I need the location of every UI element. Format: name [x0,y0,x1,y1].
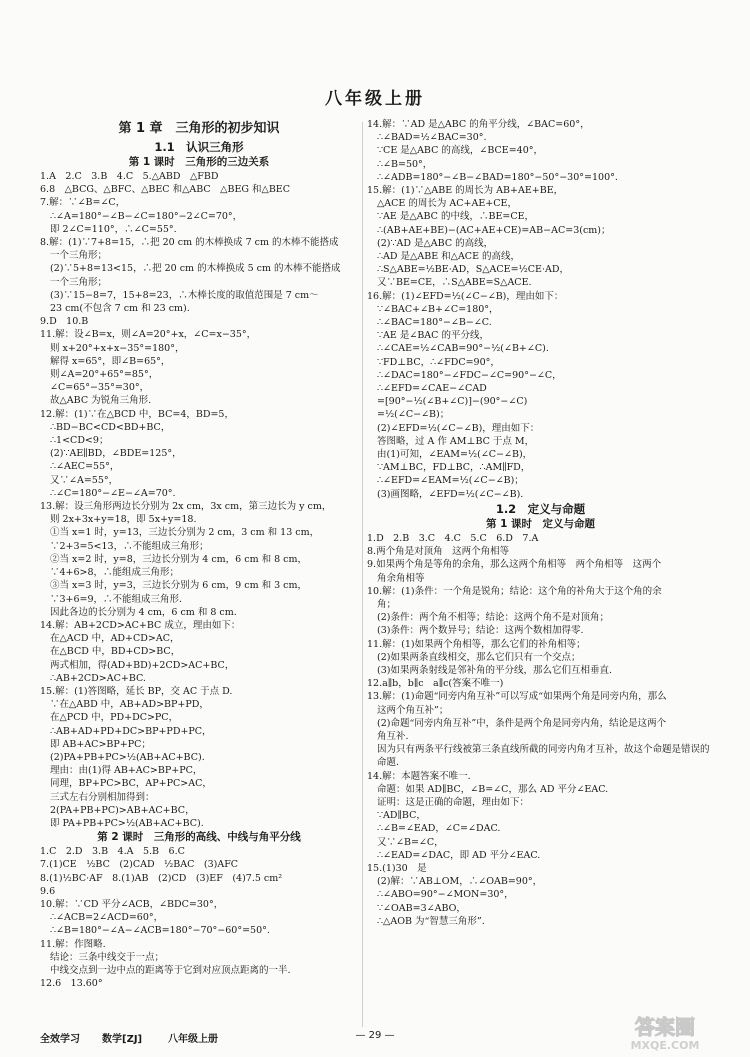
footer-subject: 数学[ZJ] [102,1034,143,1045]
answer-line-continued: ∴∠DAC=180°−∠FDC−∠C=90°−∠C， [377,369,562,381]
answer-line-continued: 两式相加，得(AD+BD)+2CD>AC+BC， [50,659,235,671]
answer-line-continued: (2)解：∵AB⊥OM，∴∠OAB=90°， [377,876,543,888]
answer-line: 7.解：∵∠B=∠C， [40,197,126,209]
answer-line: 14.解：本题答案不唯一. [367,770,471,782]
answer-line-continued: 三式左右分别相加得到： [50,791,155,803]
answer-line-continued: 证明：这是正确的命题，理由如下： [377,796,530,808]
answer-line-continued: 角； [377,598,397,610]
answer-line-continued: 同理，BP+PC>BC，AP+PC>AC， [50,778,212,790]
answer-line-continued: 一个三角形； [50,250,108,262]
answer-line: 1.A 2.C 3.B 4.C 5.△ABD △FBD [40,171,219,182]
answer-line: 7.(1)CE ½BC (2)CAD ½BAC (3)AFC [40,859,239,871]
answer-line-continued: 角余角相等 [377,572,425,584]
answer-line-continued: ∵2+3=5<13，∴不能组成三角形； [50,540,209,552]
lesson-heading: 第 1 课时 三角形的三边关系 [128,156,270,168]
column-divider [362,122,363,1027]
answer-line-continued: (2)∵AE∥BD，∠BDE=125°， [50,448,182,460]
answer-line-continued: ∴AD 是△ABE 和△ACE 的高线， [377,251,521,263]
answer-line-continued: ∴∠EFD=∠CAE−∠CAD [377,383,487,395]
answer-line-continued: (2)如果两条直线相交，那么它们只有一个交点； [377,651,581,663]
answer-line-continued: 因此各边的长分别为 4 cm，6 cm 和 8 cm. [50,606,237,618]
answer-line: 12.6 13.60° [40,978,103,990]
answer-line-continued: 解得 x=65°，即∠B=65°， [50,355,171,367]
answer-line-continued: (2)命题“同旁内角互补”中，条件是两个角是同旁内角，结论是这两个 [377,717,667,729]
answer-line-continued: 中线交点到一边中点的距离等于它到对应顶点距离的一半. [50,964,291,976]
answer-line-continued: ∴∠AEC=55°， [50,461,120,473]
answer-line-continued: ②当 x=2 时，y=8，三边长分别为 4 cm，6 cm 和 8 cm， [50,553,308,565]
left-column [40,118,358,990]
answer-line-continued: ∴∠ABO=90°−∠MON=30°， [377,889,514,901]
right-column [367,118,714,928]
lesson-heading: 第 1 课时 定义与命题 [485,517,596,530]
answer-line: 1.D 2.B 3.C 4.C 5.C 6.D 7.A [367,532,539,544]
answer-line-continued: (2)∠EFD=½(∠C−∠B)，理由如下： [377,422,540,434]
answer-line-continued: ∵AM⊥BC，FD⊥BC，∴AM∥FD， [377,462,531,474]
answer-line-continued: ∴∠CAE=½∠CAB=90°−½(∠B+∠C). [377,343,549,355]
answer-line-continued: ∴(AB+AE+BE)−(AC+AE+CE)=AB−AC=3(cm)； [377,224,611,236]
answer-line: 1.C 2.D 3.B 4.A 5.B 6.C [40,846,185,858]
answer-line: 14.解：AB+2CD>AC+BC 成立，理由如下： [40,619,241,631]
answer-line-continued: (2)PA+PB+PC>½(AB+AC+BC). [50,751,205,763]
answer-line-continued: ∵4+6>8，∴能组成三角形； [50,567,180,579]
answer-line-continued: ∴∠ADB=180°−∠B−∠BAD=180°−50°−30°=100°. [377,171,618,183]
answer-line-continued: 23 cm(不包含 7 cm 和 23 cm). [50,303,190,315]
answer-line-continued: 角互补. [377,730,409,742]
answer-line: 16.解：(1)∠EFD=½(∠C−∠B)，理由如下： [367,290,564,302]
answer-line-continued: ∴AB+AD+PD+DC>BP+PD+PC， [50,725,212,737]
answer-line-continued: ∴△AOB 为“智慧三角形”. [377,915,485,927]
answer-line-continued: ∵AD∥BC， [377,810,426,822]
answer-line: 11.解：作图略. [40,938,106,950]
answer-line-continued: 答图略，过 A 作 AM⊥BC 于点 M， [377,435,535,447]
answer-line-continued: ①当 x=1 时，y=13，三边长分别为 2 cm，3 cm 和 13 cm， [50,527,320,539]
answer-line-continued: ∴∠B=∠EAD，∠C=∠DAC. [377,823,501,835]
answer-line-continued: 在△BCD 中，BD+CD>BC， [50,646,181,658]
answer-line-continued: ∵∠OAB=3∠ABO， [377,902,466,914]
chapter-heading: 第 1 章 三角形的初步知识 [118,121,280,136]
answer-line: 12.解：(1)∵在△BCD 中，BC=4，BD=5， [40,408,234,420]
answer-line-continued: ∵AE 是△ABC 的中线，∴BE=CE， [377,211,535,223]
footer-grade: 八年级上册 [168,1034,218,1045]
answer-line-continued: 2(PA+PB+PC)>AB+AC+BC， [50,804,195,816]
answer-line: 12.a∥b，b∥c a∥c(答案不唯一) [367,678,504,690]
answer-line: 9.如果两个角是等角的余角，那么这两个角相等 两个角相等 这两个 [367,559,662,571]
section-heading: 1.2 定义与命题 [495,501,586,516]
answer-line-continued: ∵3+6=9，∴不能组成三角形. [50,593,183,605]
lesson-heading: 第 2 课时 三角形的高线、中线与角平分线 [97,831,301,844]
answer-line-continued: ∴∠BAC=180°−∠B−∠C. [377,317,492,329]
answer-line-continued: (3)∵15−8=7，15+8=23，∴木棒长度的取值范围是 7 cm～ [50,289,319,301]
page-number: — 29 — [355,1030,395,1041]
answer-line-continued: ∠C=65°−35°=30°， [50,382,150,394]
answer-line-continued: ③当 x=3 时，y=3，三边长分别为 6 cm，9 cm 和 3 cm， [50,580,308,592]
answer-line-continued: ∵FD⊥BC，∴∠FDC=90°， [377,356,500,368]
answer-line-continued: ∵在△ABD 中，AB+AD>BP+PD， [50,699,209,711]
answer-line-continued: 则 x+20°+x+x−35°=180°， [50,342,185,354]
answer-line-continued: 理由：由(1)得 AB+AC>BP+PC， [50,765,203,777]
answer-line: 13.解：设三角形两边长分别为 2x cm，3x cm，第三边长为 y cm， [40,501,332,513]
answer-line: 10.解：∵CD 平分∠ACB，∠BDC=30°， [40,898,224,910]
answer-line-continued: 又∵∠B=∠C， [377,836,444,848]
answer-line: 11.解：设∠B=x，则∠A=20°+x，∠C=x−35°， [40,329,257,341]
answer-line-continued: 命题：如果 AD∥BC，∠B=∠C，那么 AD 平分∠EAC. [377,783,609,795]
answer-line-continued: ∴AB+2CD>AC+BC. [50,672,146,684]
answer-line-continued: (2)条件：两个角不相等；结论：这两个角不是对顶角； [377,612,609,624]
answer-line: 15.(1)30 是 [367,862,427,874]
answer-line-continued: =½(∠C−∠B)； [377,409,450,421]
answer-line-continued: ∴BD−BC<CD<BD+BC， [50,421,171,433]
answer-line-continued: (2)∵AD 是△ABC 的高线， [377,237,494,249]
answer-line-continued: 故△ABC 为锐角三角形. [50,395,152,407]
answer-line-continued: 即 AB+AC>BP+PC； [50,738,151,750]
watermark-logo [600,1012,730,1052]
footer-book-name: 全效学习 [40,1034,80,1045]
answer-line-continued: (3)如果两条射线是邻补角的平分线，那么它们互相垂直. [377,664,612,676]
answer-line: 6.8 △BCG、△BFC、△BEC 和△ABC △BEG 和△BEC [40,184,291,196]
answer-line-continued: ∴∠EAD=∠DAC，即 AD 平分∠EAC. [377,849,541,861]
answer-line-continued: 在△ACD 中，AD+CD>AC， [50,633,180,645]
answer-line-continued: 结论：三条中线交于一点； [50,951,165,963]
answer-line-continued: (2)∵5+8=13<15，∴把 20 cm 的木棒换成 5 cm 的木棒不能搭成 [50,263,341,275]
answer-line-continued: 又∵BE=CE，∴S△ABE=S△ACE. [377,277,532,289]
answer-line-continued: ∴S△ABE=½BE·AD，S△ACE=½CE·AD， [377,264,569,276]
answer-line-continued: 这两个角互补”； [377,704,449,716]
answer-line-continued: ∴∠A=180°−∠B−∠C=180°−2∠C=70°， [50,210,243,222]
answer-line-continued: 即 2∠C=110°，∴∠C=55°. [50,223,177,235]
answer-line-continued: ∴∠B=180°−∠A−∠ACB=180°−70°−60°=50°. [50,925,270,937]
answer-line-continued: ∵AE 是∠BAC 的平分线， [377,330,489,342]
answer-line-continued: 一个三角形； [50,276,108,288]
answer-line-continued: 则∠A=20°+65°=85°， [50,369,159,381]
answer-line-continued: 则 2x+3x+y=18，即 5x+y=18. [50,514,197,526]
answer-line: 9.6 [40,885,56,897]
page-title: 八年级上册 [325,89,425,109]
answer-line: 13.解：(1)命题“同旁内角互补”可以写成“如果两个角是同旁内角，那么 [367,691,667,703]
answer-line: 8.两个角是对顶角 这两个角相等 [367,546,510,558]
answer-line: 14.解：∵AD 是△ABC 的角平分线，∠BAC=60°， [367,119,590,130]
answer-line-continued: ∴∠BAD=½∠BAC=30°. [377,132,487,144]
answer-line: 11.解：(1)如果两个角相等，那么它们的补角相等； [367,638,586,650]
answer-line-continued: (3)条件：两个数异号；结论：这两个数相加得零. [377,625,584,637]
answer-line-continued: (3)画图略，∠EFD=½(∠C−∠B). [377,488,524,500]
answer-line-continued: =[90°−½(∠B+∠C)]−(90°−∠C) [377,396,528,408]
answer-line-continued: 又∵∠A=55°， [50,474,119,486]
watermark-text: 答案圈 [635,1015,695,1039]
answer-line: 8.(1)½BC·AF 8.(1)AB (2)CD (3)EF (4)7.5 cm² [40,872,283,884]
answer-line-continued: 因为只有两条平行线被第三条直线所截的同旁内角才互补，故这个命题是错误的 [377,744,710,756]
watermark-url: MXQE.COM [630,1039,700,1052]
answer-line: 15.解：(1)∵△ABE 的周长为 AB+AE+BE， [367,185,564,197]
answer-line-continued: ∴∠EFD=∠EAM=½(∠C−∠B)； [377,475,524,487]
answer-line-continued: 由(1)可知，∠EAM=½(∠C−∠B)， [377,449,533,461]
answer-line-continued: △ACE 的周长为 AC+AE+CE， [377,198,517,210]
answer-line-continued: ∴∠B=50°， [377,158,433,170]
answer-line-continued: ∴1<CD<9； [50,435,109,447]
answer-line-continued: ∵∠BAC+∠B+∠C=180°， [377,303,499,315]
answer-line-continued: ∵CE 是△ABC 的高线，∠BCE=40°， [377,145,543,157]
answer-line-continued: ∴∠ACB=2∠ACD=60°， [50,912,164,924]
answer-line-continued: 命题. [377,757,400,769]
section-heading: 1.1 认识三角形 [154,140,244,154]
answer-line-continued: ∴∠C=180°−∠E−∠A=70°. [50,487,176,499]
answer-line-continued: 在△PCD 中，PD+DC>PC， [50,712,179,724]
answer-line-continued: 即 PA+PB+PC>½(AB+AC+BC). [50,817,204,829]
answer-line: 9.D 10.B [40,316,89,328]
answer-line: 15.解：(1)答图略，延长 BP，交 AC 于点 D. [40,685,233,697]
answer-line: 8.解：(1)∵7+8=15，∴把 20 cm 的木棒换成 7 cm 的木棒不能搭成 [40,237,339,249]
answer-line: 10.解：(1)条件：一个角是锐角；结论：这个角的补角大于这个角的余 [367,585,662,597]
